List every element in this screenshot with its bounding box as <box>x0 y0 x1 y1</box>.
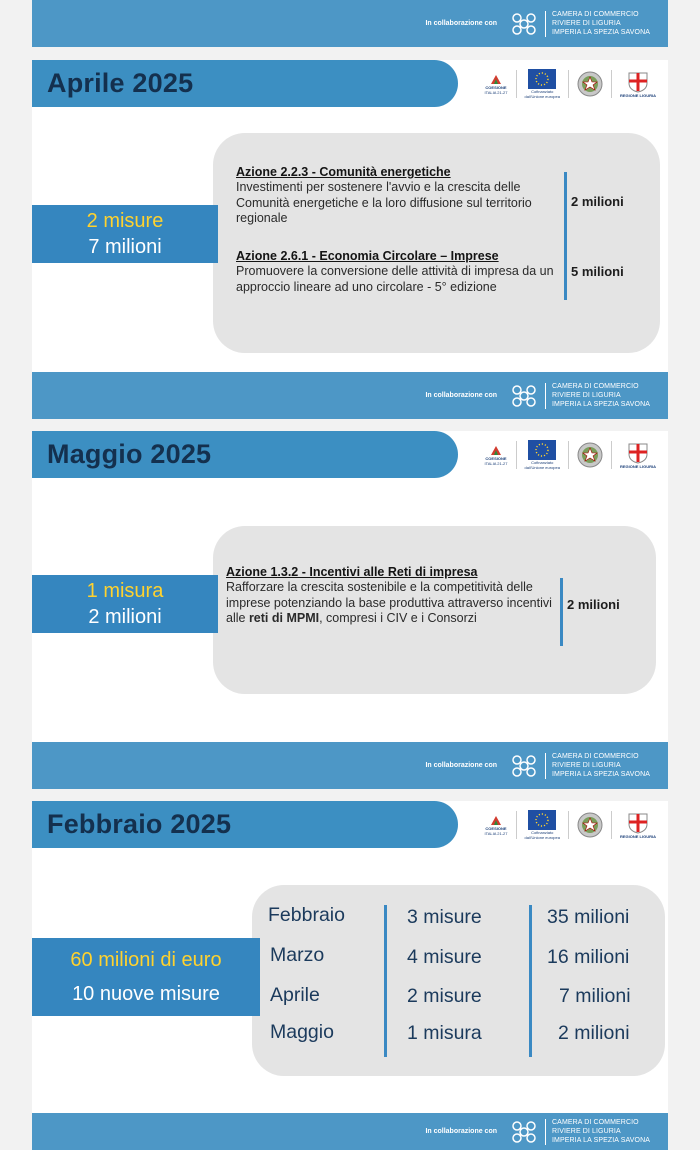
summary-box <box>32 575 218 633</box>
chamber-name: CAMERA DI COMMERCIO RIVIERE DI LIGURIA IMPERIA LA SPEZIA SAVONA <box>552 1119 650 1144</box>
divider <box>529 905 532 1057</box>
italy-emblem-icon <box>577 70 603 98</box>
liguria-logo: REGIONE LIGURIA <box>620 809 656 841</box>
table-amount: 16 milioni <box>547 946 630 968</box>
chamber-name: CAMERA DI COMMERCIO RIVIERE DI LIGURIA IMPERIA LA SPEZIA SAVONA <box>552 753 650 778</box>
eu-logo: Cofinanziato dall'Unione europea <box>525 809 560 841</box>
liguria-shield-icon <box>627 812 649 834</box>
coesione-logo: COESIONE ITALIA 21-27 <box>484 439 507 471</box>
table-measures: 1 misura <box>407 1022 482 1044</box>
table-measures: 3 misure <box>407 906 482 928</box>
azione-amount: 5 milioni <box>571 264 624 279</box>
liguria-logo: REGIONE LIGURIA <box>620 439 656 471</box>
collab-label: In collaborazione con <box>425 1128 498 1135</box>
italy-emblem-icon <box>577 441 603 469</box>
azione-item <box>236 248 561 295</box>
italy-emblem <box>577 68 603 100</box>
coesione-icon <box>489 444 503 456</box>
partner-logos <box>484 809 656 841</box>
table-month: Aprile <box>270 984 320 1006</box>
collab-label: In collaborazione con <box>425 762 498 769</box>
collab-label: In collaborazione con <box>425 20 498 27</box>
slide-title-bar <box>32 801 458 848</box>
footer-banner <box>32 742 668 789</box>
slide-title: Aprile 2025 <box>47 68 194 98</box>
azione-item <box>226 564 556 627</box>
coesione-logo: COESIONE ITALIA 21-27 <box>484 809 507 841</box>
table-amount: 2 milioni <box>558 1022 630 1044</box>
footer-banner <box>32 372 668 419</box>
azione-title: Azione 2.2.3 - Comunità energetiche <box>236 165 451 179</box>
azione-description: Rafforzare la crescita sostenibile e la competitività delle imprese potenziando la base produttiva attraverso incentivi alle reti di MPMI, compresi i CIV e i Consorzi <box>226 580 552 625</box>
summary-box <box>32 938 260 1016</box>
azione-title: Azione 2.6.1 - Economia Circolare – Imprese <box>236 249 499 263</box>
eu-flag-icon <box>528 810 556 830</box>
liguria-shield-icon <box>627 71 649 93</box>
slide-aprile <box>32 60 668 372</box>
slide-title: Maggio 2025 <box>47 439 212 469</box>
eu-flag-icon <box>528 69 556 89</box>
coesione-icon <box>489 73 503 85</box>
coesione-icon <box>489 814 503 826</box>
azione-description: Promuovere la conversione delle attività di impresa da un approccio lineare ad uno circolare - 5° edizione <box>236 264 554 294</box>
table-measures: 4 misure <box>407 946 482 968</box>
slide-title-bar <box>32 60 458 107</box>
footer-banner <box>32 0 668 47</box>
chamber-logo-icon <box>509 753 539 779</box>
total-amount: 7 milioni <box>88 236 162 258</box>
eu-flag-icon <box>528 440 556 460</box>
measures-count: 2 misure <box>86 210 164 232</box>
italy-emblem <box>577 439 603 471</box>
chamber-logo-icon <box>509 1119 539 1145</box>
italy-emblem <box>577 809 603 841</box>
chamber-logo-icon <box>509 11 539 37</box>
coesione-logo: COESIONE ITALIA 21-27 <box>484 68 507 100</box>
partner-logos <box>484 439 656 471</box>
table-amount: 35 milioni <box>547 906 630 928</box>
azione-description: Investimenti per sostenere l'avvio e la crescita delle Comunità energetiche e la loro diffusione sul territorio regionale <box>236 180 532 225</box>
azione-item <box>236 164 561 227</box>
table-month: Maggio <box>270 1021 334 1043</box>
slide-febbraio <box>32 801 668 1113</box>
azione-amount: 2 milioni <box>567 597 620 612</box>
liguria-shield-icon <box>627 442 649 464</box>
table-month: Marzo <box>270 944 325 966</box>
divider <box>560 578 563 646</box>
divider <box>384 905 387 1057</box>
chamber-name: CAMERA DI COMMERCIO RIVIERE DI LIGURIA IMPERIA LA SPEZIA SAVONA <box>552 383 650 408</box>
azione-amount: 2 milioni <box>571 194 624 209</box>
total-amount: 2 milioni <box>88 606 162 628</box>
summary-box <box>32 205 218 263</box>
collab-label: In collaborazione con <box>425 392 498 399</box>
italy-emblem-icon <box>577 811 603 839</box>
measures-count: 10 nuove misure <box>72 983 220 1005</box>
azione-title: Azione 1.3.2 - Incentivi alle Reti di impresa <box>226 565 478 579</box>
table-amount: 7 milioni <box>559 985 631 1007</box>
eu-logo: Cofinanziato dall'Unione europea <box>525 68 560 100</box>
slide-title: Febbraio 2025 <box>47 809 232 839</box>
table-measures: 2 misure <box>407 985 482 1007</box>
slide-maggio <box>32 431 668 742</box>
footer-banner <box>32 1113 668 1150</box>
chamber-logo-icon <box>509 383 539 409</box>
total-euro: 60 milioni di euro <box>70 949 222 971</box>
divider <box>564 172 567 300</box>
table-month: Febbraio <box>268 904 345 926</box>
slide-title-bar <box>32 431 458 478</box>
liguria-logo: REGIONE LIGURIA <box>620 68 656 100</box>
partner-logos <box>484 68 656 100</box>
measures-count: 1 misura <box>86 580 164 602</box>
eu-logo: Cofinanziato dall'Unione europea <box>525 439 560 471</box>
chamber-name: CAMERA DI COMMERCIO RIVIERE DI LIGURIA IMPERIA LA SPEZIA SAVONA <box>552 11 650 36</box>
